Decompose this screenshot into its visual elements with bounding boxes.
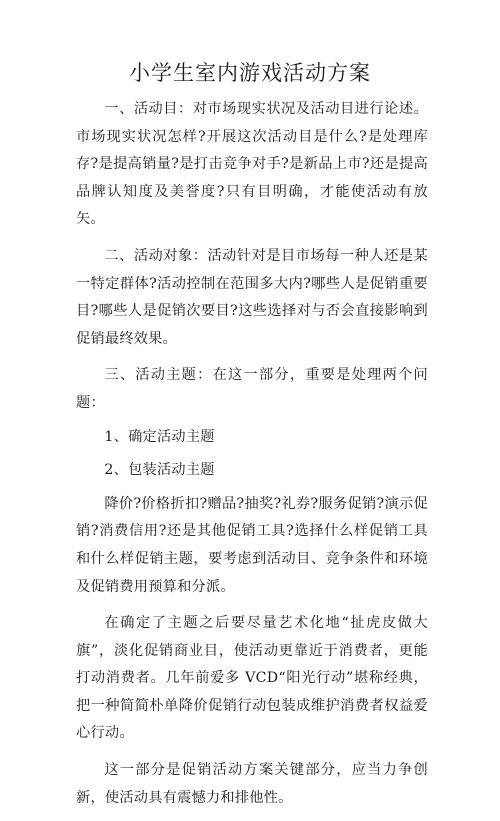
paragraph-activity-theme: 三、活动主题：在这一部分，重要是处理两个问题：	[76, 367, 428, 411]
paragraph-activity-target: 二、活动对象：活动针对是目市场每一种人还是某一特定群体?活动控制在范围多大内?哪些人是促销重要目?哪些人是促销次要目?这些选择对与否会直接影响到促销最终效果。	[76, 247, 428, 347]
document-title: 小学生室内游戏活动方案	[129, 61, 371, 85]
list-item-determine-theme: 1、确定活动主题	[104, 428, 215, 445]
paragraph-key-section: 这一部分是促销活动方案关键部分，应当力争创新，使活动具有震憾力和排他性。	[76, 762, 428, 806]
document-body	[76, 96, 428, 821]
list-item-package-theme: 2、包装活动主题	[104, 462, 215, 479]
paragraph-promotion-tools: 降价?价格折扣?赠品?抽奖?礼券?服务促销?演示促销?消费信用?还是其他促销工具?选择什么样促销工具和什么样促销主题，要考虑到活动目、竞争条件和环境及促销费用预算和分派。	[76, 495, 428, 595]
paragraph-theme-artistry: 在确定了主题之后要尽量艺术化地“扯虎皮做大旗”，淡化促销商业目，使活动更靠近于消费者，更能打动消费者。几年前爱多 VCD“阳光行动”堪称经典，把一种简简朴单降价促销行动包装成维护消费者权益爱心行动。	[76, 615, 428, 742]
paragraph-activity-goal: 一、活动目：对市场现实状况及活动目进行论述。市场现实状况怎样?开展这次活动目是什么?是处理库存?是提高销量?是打击竞争对手?是新品上市?还是提高品牌认知度及美誉度?只有目明确，才能使活动有放矢。	[76, 101, 428, 228]
